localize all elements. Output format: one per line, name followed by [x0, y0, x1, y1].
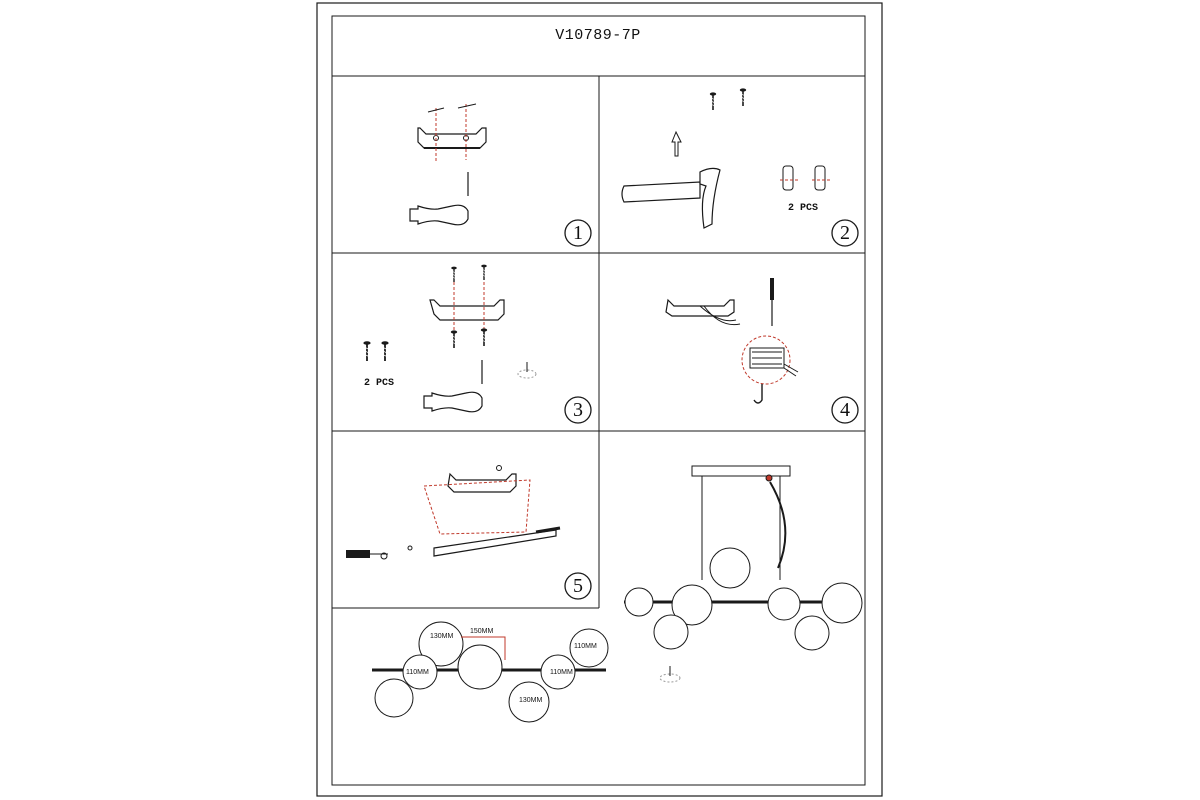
finished-fixture	[624, 466, 862, 682]
dim-150: 150MM	[470, 628, 494, 635]
step3-quantity: 2 PCS	[364, 378, 395, 389]
step-4-number: 4	[840, 399, 850, 421]
dim-110-right: 110MM	[550, 669, 573, 676]
dim-110-right-top: 110MM	[574, 643, 597, 650]
step2-quantity: 2 PCS	[788, 203, 819, 214]
step-1-number: 1	[573, 222, 583, 244]
dim-130-bottom: 130MM	[519, 697, 543, 704]
step1-illustration	[410, 104, 486, 225]
step3-illustration	[363, 265, 536, 412]
model-number: V10789-7P	[555, 27, 641, 44]
dim-110-left: 110MM	[406, 669, 429, 676]
step-5-number: 5	[573, 575, 583, 597]
dim-130-top: 130MM	[430, 633, 454, 640]
step5-illustration	[346, 466, 560, 560]
step-3-number: 3	[573, 399, 583, 421]
step4-illustration	[666, 278, 798, 403]
step-2-number: 2	[840, 222, 850, 244]
step-circles	[565, 220, 858, 599]
